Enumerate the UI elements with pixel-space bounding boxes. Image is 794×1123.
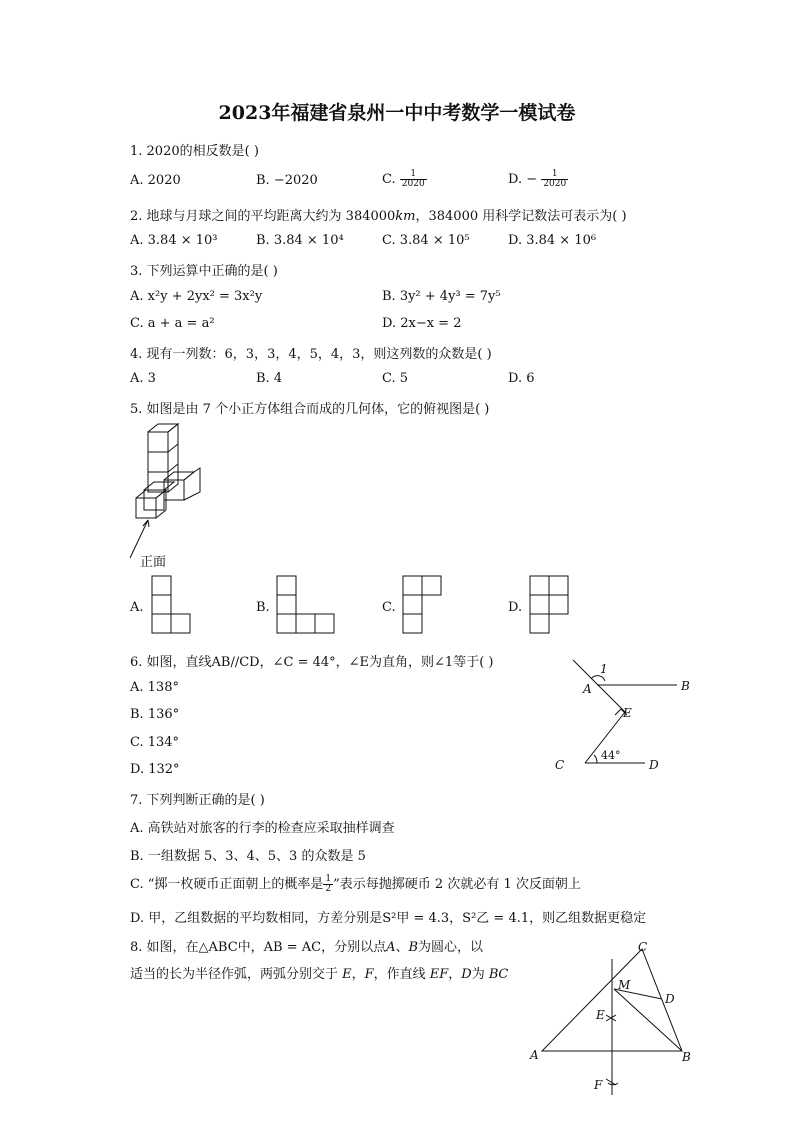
- q4-option-a: A. 3: [130, 371, 156, 386]
- q5-option-d: D.: [508, 600, 523, 615]
- q6-option-c: C. 134°: [130, 735, 180, 750]
- q5-option-c-grid: [403, 576, 443, 636]
- q3-option-a: A. x²y + 2yx² = 3x²y: [130, 289, 263, 304]
- q6-option-b: B. 136°: [130, 707, 180, 722]
- fraction: [541, 170, 568, 189]
- page-title: 2023年福建省泉州一中中考数学一模试卷: [218, 102, 576, 124]
- point-f: F: [594, 1078, 603, 1092]
- q5-option-a-grid: [152, 576, 192, 636]
- q5-solid-figure: [126, 420, 216, 570]
- fraction: [323, 875, 333, 894]
- q7-option-d: D. 甲，乙组数据的平均数相同，方差分别是S²甲 = 4.3，S²乙 = 4.1，则乙组数据更稳定: [130, 911, 647, 926]
- denominator: 2020: [543, 179, 567, 189]
- point-m: M: [618, 978, 631, 992]
- q3-option-d: D. 2x−x = 2: [382, 316, 462, 331]
- q6-option-a: A. 138°: [130, 680, 179, 695]
- point-b: B: [682, 1050, 691, 1064]
- q7-stem: 7. 下列判断正确的是( ): [130, 793, 265, 808]
- point-e: E: [623, 706, 632, 720]
- q5-option-b: B.: [256, 600, 270, 615]
- q5-stem: 5. 如图是由 7 个小正方体组合而成的几何体，它的俯视图是( ): [130, 402, 490, 417]
- q4-option-c: C. 5: [382, 371, 409, 386]
- point-a: A: [583, 682, 592, 696]
- q5-option-c: C.: [382, 600, 396, 615]
- q2-option-a: A. 3.84 × 10³: [130, 233, 218, 248]
- q5-option-d-grid: [530, 576, 570, 636]
- q3-option-b: B. 3y² + 4y³ = 7y⁵: [382, 289, 501, 304]
- q2-option-c: C. 3.84 × 10⁵: [382, 233, 470, 248]
- q1-option-d: [508, 170, 568, 189]
- q8-line-1: 8. 如图，在△ABC中，AB = AC，分别以点𝐴、𝐵为圆心，以: [130, 940, 484, 955]
- numerator: 1: [541, 170, 568, 180]
- q5-option-a: A.: [130, 600, 144, 615]
- q2-stem: 2. 地球与月球之间的平均距离大约为 384000𝑘𝑚，384000 用科学记数法可表示为( ): [130, 209, 627, 224]
- point-e: E: [596, 1008, 605, 1022]
- q5-option-b-grid: [277, 576, 337, 636]
- q7-option-a: A. 高铁站对旅客的行李的检查应采取抽样调查: [130, 821, 395, 836]
- numerator: 1: [325, 874, 332, 884]
- point-d: D: [649, 758, 659, 772]
- point-a: A: [530, 1048, 539, 1062]
- q3-stem: 3. 下列运算中正确的是( ): [130, 264, 278, 279]
- q6-option-d: D. 132°: [130, 762, 180, 777]
- q1-option-d-label: D. −: [508, 172, 538, 187]
- q8-line-2: 适当的长为半径作弧，两弧分别交于 𝐸，𝐹，作直线 𝐸𝐹，𝐷为 𝐵𝐶: [130, 967, 509, 982]
- point-b: B: [681, 679, 690, 693]
- q4-stem: 4. 现有一列数：6，3，3，4，5，4，3，则这列数的众数是( ): [130, 347, 492, 362]
- denominator: 2: [325, 884, 332, 894]
- angle-label: 44°: [601, 749, 621, 762]
- q7-option-c-text-1: C. “掷一枚硬币正面朝上的概率是: [130, 877, 324, 892]
- fraction: [400, 170, 427, 189]
- q4-option-b: B. 4: [256, 371, 283, 386]
- point-d: D: [665, 992, 675, 1006]
- q2-option-d: D. 3.84 × 10⁶: [508, 233, 597, 248]
- q8-figure: [530, 935, 700, 1100]
- q4-option-d: D. 6: [508, 371, 535, 386]
- q1-stem: 1. 2020的相反数是( ): [130, 144, 259, 159]
- point-c: C: [555, 758, 565, 772]
- q1-option-b: B. −2020: [256, 173, 318, 188]
- numerator: 1: [400, 170, 427, 180]
- q1-option-c: [382, 170, 427, 189]
- label-1: 1: [600, 662, 608, 676]
- q6-stem: 6. 如图，直线AB//CD，∠C = 44°，∠E为直角，则∠1等于( ): [130, 655, 494, 670]
- point-c: C: [638, 940, 648, 954]
- q1-option-a: A. 2020: [130, 173, 181, 188]
- denominator: 2020: [401, 179, 425, 189]
- q5-front-label: 正面: [140, 555, 167, 570]
- q7-option-c: [130, 873, 581, 894]
- q3-option-c: C. a + a = a²: [130, 316, 215, 331]
- q7-option-c-text-2: ”表示每抛掷硬币 2 次就必有 1 次反面朝上: [333, 877, 581, 892]
- q6-figure: [545, 655, 705, 780]
- q2-option-b: B. 3.84 × 10⁴: [256, 233, 344, 248]
- q7-option-b: B. 一组数据 5、3、4、5、3 的众数是 5: [130, 849, 366, 864]
- q1-option-c-label: C.: [382, 172, 396, 187]
